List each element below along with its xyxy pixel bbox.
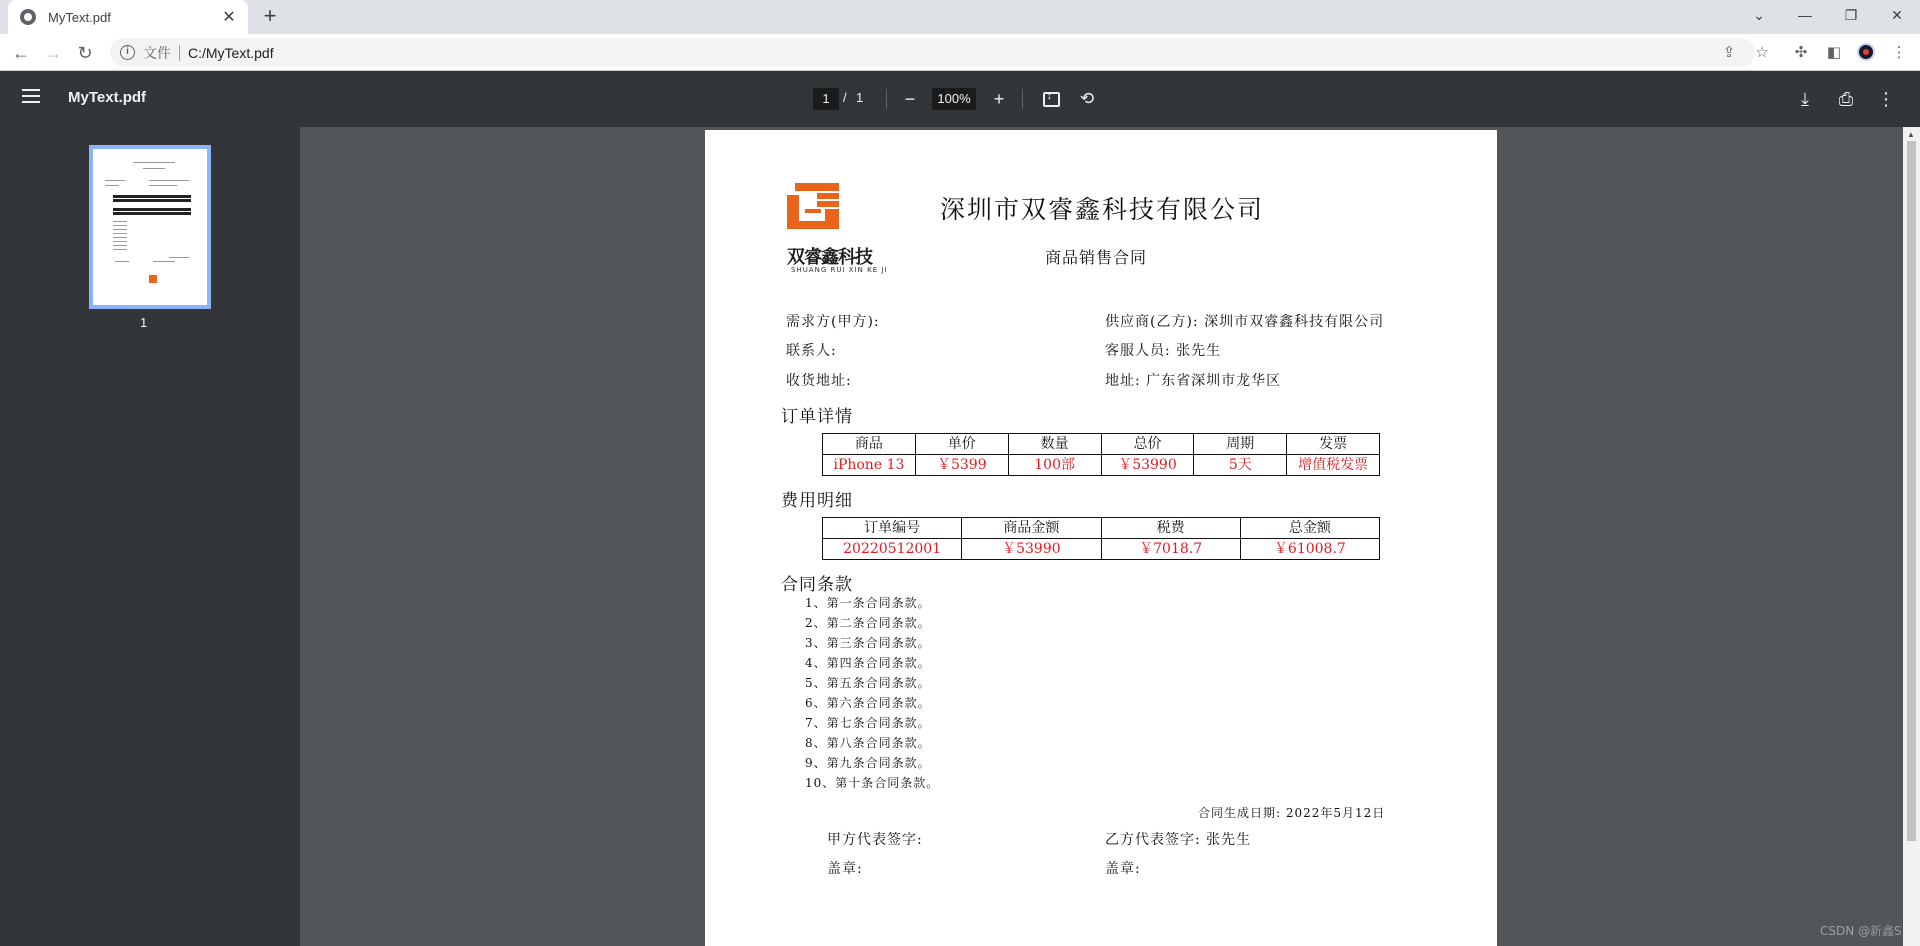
new-tab-button[interactable]: + [263, 3, 277, 28]
restore-button[interactable]: ❐ [1844, 6, 1858, 23]
table-header-cell: 单价 [915, 434, 1008, 455]
service-staff-info: 客服人员: 张先生 [1105, 343, 1222, 359]
order-details-heading: 订单详情 [781, 407, 853, 427]
list-item: 5、第五条合同条款。 [805, 676, 931, 690]
delivery-address-label: 收货地址: [786, 373, 852, 389]
table-cell: ￥53990 [962, 539, 1101, 560]
list-item: 8、第八条合同条款。 [805, 736, 931, 750]
toolbar-divider [886, 89, 887, 109]
table-header-cell: 商品金额 [962, 518, 1101, 539]
fee-details-heading: 费用明细 [781, 491, 853, 511]
pdf-page [705, 130, 1497, 946]
table-header-cell: 发票 [1287, 434, 1380, 455]
browser-menu-icon[interactable]: ⋮ [1891, 44, 1907, 61]
more-actions-icon[interactable]: ⋮ [1877, 88, 1895, 109]
browser-tab[interactable] [8, 0, 248, 34]
fit-page-icon [1043, 92, 1060, 107]
list-item: 4、第四条合同条款。 [805, 656, 931, 670]
table-header-cell: 总价 [1101, 434, 1194, 455]
thumbnail-page-number: 1 [140, 315, 148, 330]
order-table [822, 433, 1380, 476]
table-cell: ￥53990 [1101, 455, 1194, 476]
supplier-info: 供应商(乙方): 深圳市双睿鑫科技有限公司 [1105, 314, 1385, 330]
supplier-address-info: 地址: 广东省深圳市龙华区 [1105, 373, 1282, 389]
party-a-seal-label: 盖章: [827, 861, 863, 877]
party-b-seal-label: 盖章: [1105, 861, 1141, 877]
bookmark-star-icon[interactable]: ☆ [1755, 44, 1769, 61]
minimize-button[interactable]: — [1798, 7, 1812, 23]
table-cell: ￥7018.7 [1101, 539, 1240, 560]
page-thumbnail[interactable] [89, 145, 211, 309]
extensions-icon[interactable]: ✣ [1794, 44, 1808, 61]
table-cell: ￥5399 [915, 455, 1008, 476]
company-logo-icon [787, 183, 847, 237]
page-number-input[interactable]: 1 [813, 88, 839, 110]
table-header-cell: 周期 [1194, 434, 1287, 455]
vertical-scrollbar[interactable] [1903, 127, 1920, 946]
zoom-level-input[interactable]: 100% [932, 88, 976, 110]
table-row [823, 455, 1380, 476]
logo-text: 双睿鑫科技 [787, 247, 872, 268]
toolbar-divider [1022, 89, 1023, 109]
company-name-heading: 深圳市双睿鑫科技有限公司 [940, 195, 1265, 224]
tab-title: MyText.pdf [48, 9, 111, 25]
pdf-document-title: MyText.pdf [68, 89, 147, 106]
close-window-button[interactable]: ✕ [1891, 6, 1903, 23]
contract-title: 商品销售合同 [1045, 248, 1148, 267]
table-cell: 20220512001 [823, 539, 962, 560]
list-item: 10、第十条合同条款。 [805, 776, 940, 790]
list-item: 2、第二条合同条款。 [805, 616, 931, 630]
thumbnail-preview [97, 153, 203, 301]
contact-label: 联系人: [786, 343, 837, 359]
clause-list [805, 593, 939, 793]
scroll-up-icon[interactable]: ▲ [1907, 130, 1915, 139]
list-item: 6、第六条合同条款。 [805, 696, 931, 710]
address-url[interactable]: C:/MyText.pdf [188, 44, 274, 61]
table-header-row [823, 518, 1380, 539]
tab-search-icon[interactable]: ⌄ [1753, 6, 1765, 23]
table-header-cell: 总金额 [1240, 518, 1379, 539]
table-cell: 100部 [1008, 455, 1101, 476]
party-b-signature-label: 乙方代表签字: 张先生 [1105, 832, 1252, 848]
party-a-signature-label: 甲方代表签字: [827, 832, 923, 848]
forward-button[interactable]: → [44, 42, 62, 63]
table-header-cell: 商品 [823, 434, 916, 455]
page-total: 1 [856, 90, 864, 105]
thumbnail-sidebar [0, 127, 300, 946]
scrollbar-thumb[interactable] [1907, 141, 1916, 841]
tab-strip [0, 0, 1920, 34]
page-separator: / [843, 90, 847, 105]
table-header-cell: 数量 [1008, 434, 1101, 455]
list-item: 1、第一条合同条款。 [805, 596, 931, 610]
side-panel-icon[interactable]: ◧ [1826, 44, 1842, 61]
list-item: 3、第三条合同条款。 [805, 636, 931, 650]
globe-icon [20, 9, 36, 25]
table-cell: ￥61008.7 [1240, 539, 1379, 560]
download-icon[interactable]: ⤓ [1801, 88, 1809, 109]
browser-toolbar [0, 34, 1920, 71]
info-icon[interactable]: i [120, 45, 135, 60]
table-header-row [823, 434, 1380, 455]
address-separator [179, 45, 180, 61]
hamburger-menu-icon[interactable] [22, 89, 40, 103]
table-cell: iPhone 13 [823, 455, 916, 476]
zoom-in-button[interactable]: + [993, 88, 1005, 109]
table-row [823, 539, 1380, 560]
table-header-cell: 订单编号 [823, 518, 962, 539]
back-button[interactable]: ← [12, 42, 30, 63]
address-bar[interactable] [110, 38, 1755, 67]
pdf-toolbar [0, 71, 1920, 127]
fit-to-page-button[interactable] [1038, 86, 1064, 112]
print-icon[interactable]: ⎙ [1838, 88, 1854, 109]
table-header-cell: 税费 [1101, 518, 1240, 539]
share-icon[interactable]: ⇪ [1722, 44, 1736, 61]
zoom-out-button[interactable]: − [904, 88, 916, 109]
reload-button[interactable]: ↻ [77, 42, 93, 63]
logo-subtext: SHUANG RUI XIN KE JI [791, 266, 888, 274]
rotate-button[interactable]: ⟲ [1079, 89, 1095, 108]
profile-avatar[interactable] [1855, 41, 1877, 63]
list-item: 7、第七条合同条款。 [805, 716, 931, 730]
fee-table [822, 517, 1380, 560]
table-cell: 增值税发票 [1287, 455, 1380, 476]
generated-date: 合同生成日期: 2022年5月12日 [1198, 806, 1386, 820]
close-tab-icon[interactable]: ✕ [222, 9, 236, 26]
table-cell: 5天 [1194, 455, 1287, 476]
watermark-text: CSDN @新鑫S [1820, 924, 1902, 938]
address-scheme: 文件 [143, 44, 171, 61]
buyer-label: 需求方(甲方): [786, 314, 880, 330]
contract-clauses-heading: 合同条款 [781, 575, 853, 595]
list-item: 9、第九条合同条款。 [805, 756, 931, 770]
